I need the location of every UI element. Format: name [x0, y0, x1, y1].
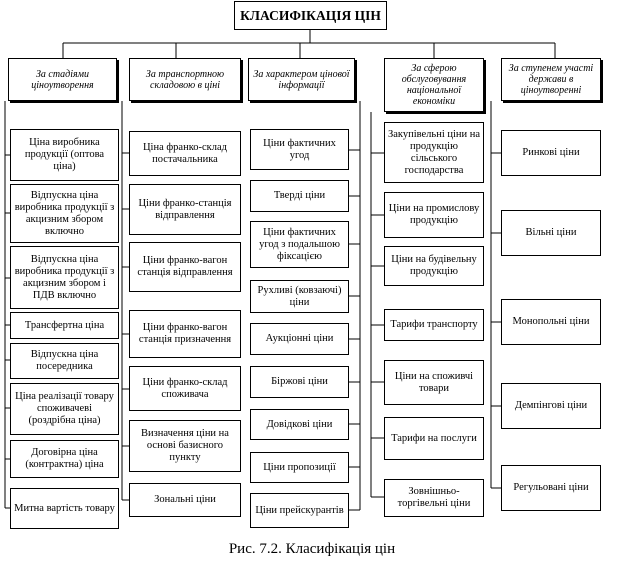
- item-retail-price: Ціна реалізації товару споживачеві (роздрібна ціна): [10, 383, 119, 435]
- item-producer-price-excise-vat: Відпускна ціна виробника продукції з акцизним збором і ПДВ включно: [10, 246, 119, 309]
- item-franco-departure-station: Ціни франко-станція відправлення: [129, 184, 241, 235]
- item-construction-product-prices: Ціни на будівельну продукцію: [384, 246, 484, 286]
- item-contract-price: Договірна ціна (контрактна) ціна: [10, 440, 119, 478]
- item-transport-tariffs: Тарифи транспорту: [384, 309, 484, 341]
- item-regulated-prices: Регульовані ціни: [501, 465, 601, 511]
- item-agri-purchase-prices: Закупівельні ціни на продукцію сільського господарства: [384, 122, 484, 183]
- item-sliding-prices: Рухливі (ковзаючі) ціни: [250, 280, 349, 313]
- item-industrial-product-prices: Ціни на промислову продукцію: [384, 192, 484, 238]
- item-reference-prices: Довідкові ціни: [250, 409, 349, 440]
- figure-caption: Рис. 7.2. Класифікація цін: [228, 541, 396, 557]
- item-price-list-prices: Ціни прейскурантів: [250, 493, 349, 528]
- item-producer-price: Ціна виробника продукції (оптова ціна): [10, 129, 119, 181]
- header-by-pricing-stage: За стадіями ціноутворення: [8, 58, 117, 101]
- header-by-state-participation: За ступенем участі держави в ціноутворенні: [501, 58, 601, 101]
- header-by-economy-sphere: За сферою обслуговування національної економіки: [384, 58, 484, 112]
- item-producer-price-excise: Відпускна ціна виробника продукції з акцизним збором включно: [10, 184, 119, 243]
- item-consumer-goods-prices: Ціни на споживчі товари: [384, 360, 484, 405]
- item-basing-point-price: Визначення ціни на основі базисного пункту: [129, 420, 241, 472]
- item-intermediary-price: Відпускна ціна посередника: [10, 343, 119, 379]
- item-exchange-prices: Біржові ціни: [250, 366, 349, 398]
- item-customs-value: Митна вартість товару: [10, 488, 119, 529]
- item-franco-wagon-departure: Ціни франко-вагон станція відправлення: [129, 242, 241, 292]
- item-deal-prices-later-fixation: Ціни фактичних угод з подальшою фіксацією: [250, 221, 349, 268]
- item-transfer-price: Трансфертна ціна: [10, 312, 119, 339]
- item-foreign-trade-prices: Зовнішньо-торгівельні ціни: [384, 479, 484, 517]
- root-title: КЛАСИФІКАЦІЯ ЦІН: [234, 1, 387, 30]
- item-franco-wagon-destination: Ціни франко-вагон станція призначення: [129, 310, 241, 358]
- item-franco-consumer-warehouse: Ціни франко-склад споживача: [129, 366, 241, 411]
- header-by-price-info-type: За характером цінової інформації: [248, 58, 355, 101]
- item-free-prices: Вільні ціни: [501, 210, 601, 256]
- item-dumping-prices: Демпінгові ціни: [501, 383, 601, 429]
- item-service-tariffs: Тарифи на послуги: [384, 417, 484, 460]
- header-by-transport-component: За транспортною складовою в ціні: [129, 58, 241, 101]
- item-monopoly-prices: Монопольні ціни: [501, 299, 601, 345]
- item-market-prices: Ринкові ціни: [501, 130, 601, 176]
- item-offer-prices: Ціни пропозиції: [250, 452, 349, 483]
- item-actual-deal-prices: Ціни фактичних угод: [250, 129, 349, 170]
- item-zonal-prices: Зональні ціни: [129, 483, 241, 517]
- item-franco-supplier-warehouse: Ціна франко-склад постачальника: [129, 131, 241, 176]
- item-auction-prices: Аукціонні ціни: [250, 323, 349, 355]
- item-fixed-prices: Тверді ціни: [250, 180, 349, 212]
